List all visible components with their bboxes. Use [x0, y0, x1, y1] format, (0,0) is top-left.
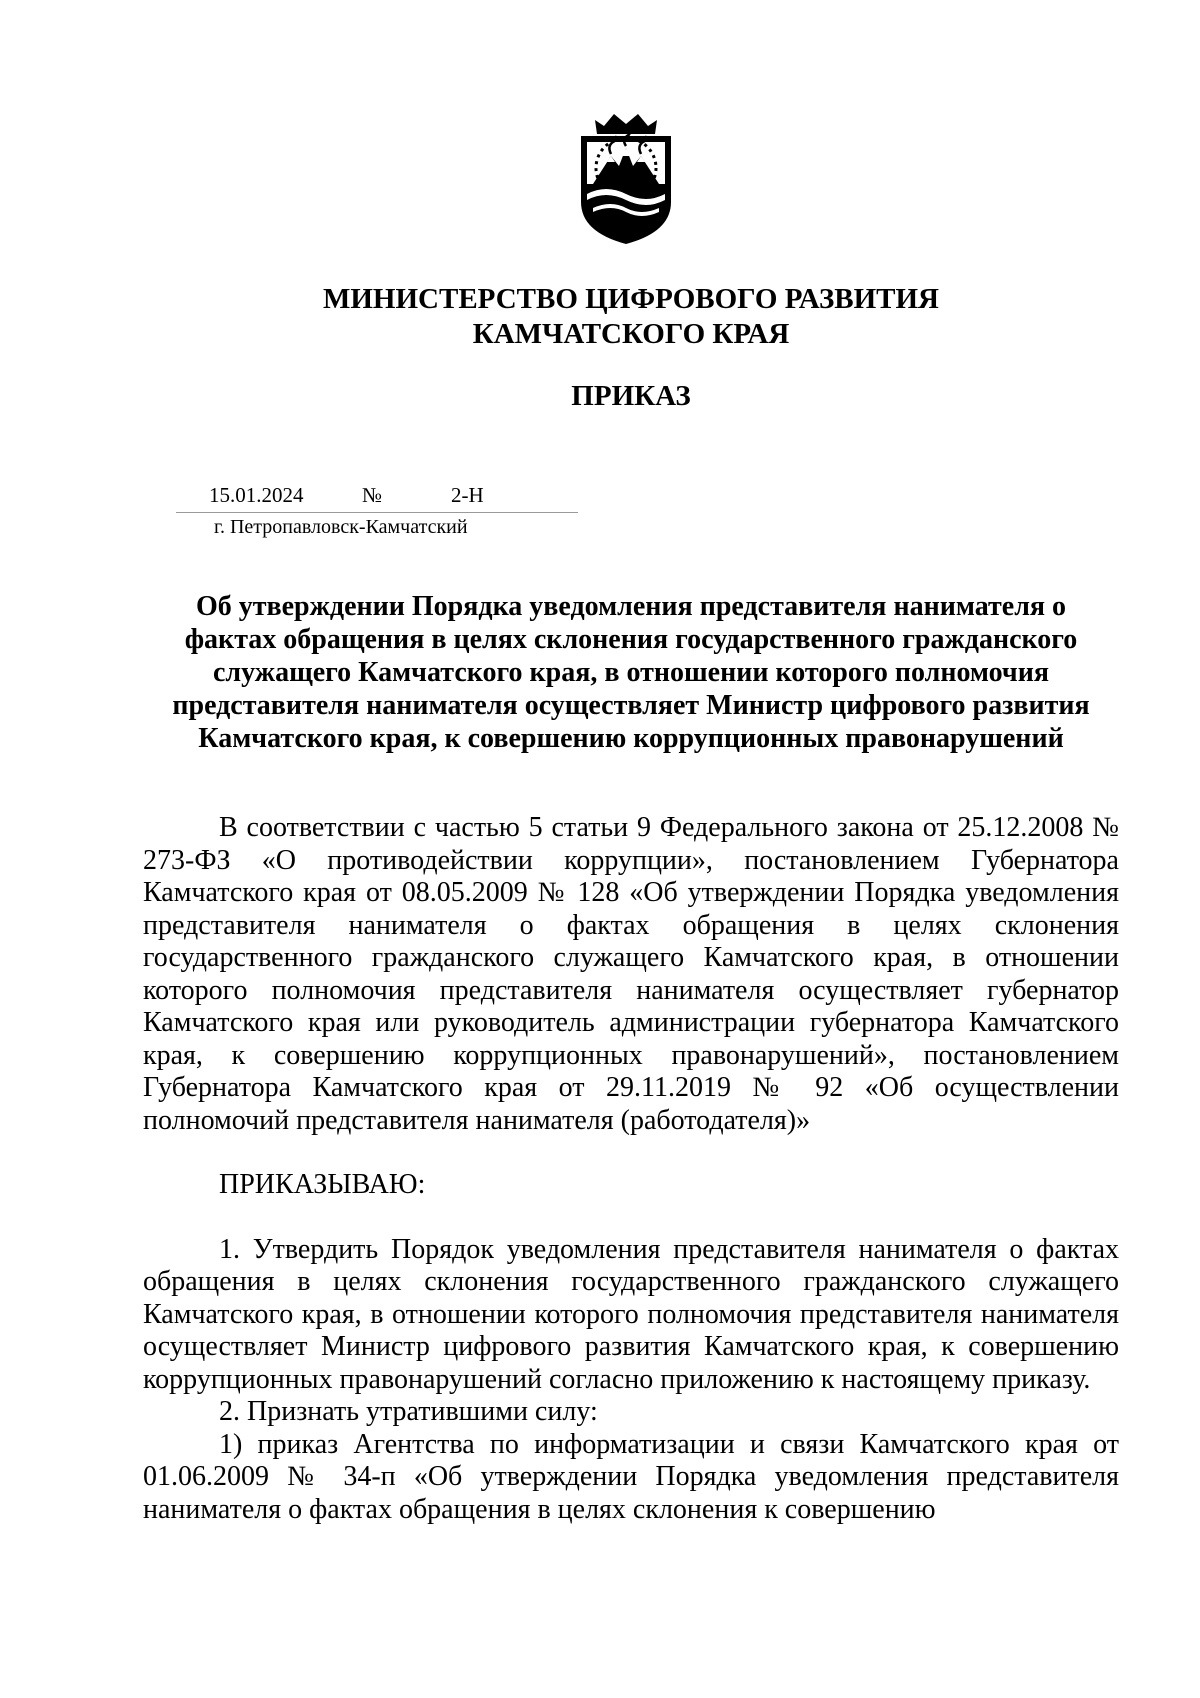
subject-line: фактах обращения в целях склонения государственного гражданского — [184, 624, 1078, 655]
item-1-paragraph: 1. Утвердить Порядок уведомления представителя нанимателя о фактах обращения в целях склонения государственного гражданского служащего Камчатского края, в отношении которого полномочия представителя нанимателя осуществляет Министр цифрового развития Камчатского края, к совершению коррупционных правонарушений согласно приложению к настоящему приказу. — [143, 1233, 1119, 1395]
ministry-name-line1: МИНИСТЕРСТВО ЦИФРОВОГО РАЗВИТИЯ — [322, 283, 939, 315]
document-city: г. Петропавловск-Камчатский — [214, 516, 468, 538]
document-meta-line — [176, 478, 578, 513]
kamchatka-coat-of-arms-icon — [571, 110, 681, 246]
document-subject — [143, 590, 1119, 755]
ministry-name-line2: КАМЧАТСКОГО КРАЯ — [472, 318, 790, 350]
document-body — [143, 812, 1119, 1526]
document-number: 2-Н — [451, 483, 484, 507]
item-2-1-paragraph: 1) приказ Агентства по информатизации и связи Камчатского края от 01.06.2009 № 34-п «Об утверждении Порядка уведомления представителя нанимателя о фактах обращения в целях склонения к совершению — [143, 1428, 1119, 1525]
document-type-title: ПРИКАЗ — [571, 380, 691, 412]
ministry-name — [0, 282, 1200, 352]
subject-line: Камчатского края, к совершению коррупционных правонарушений — [198, 723, 1064, 754]
document-number-sign: № — [362, 483, 383, 507]
item-2-paragraph: 2. Признать утратившими силу: — [219, 1396, 598, 1427]
document-date: 15.01.2024 — [209, 483, 304, 507]
preamble-paragraph: В соответствии с частью 5 статьи 9 Федерального закона от 25.12.2008 № 273-ФЗ «О противодействии коррупции», постановлением Губернатора Камчатского края от 08.05.2009 № 128 «Об утверждении Порядка уведомления представителя нанимателя о фактах обращения в целях склонения государственного гражданского служащего Камчатского края, в отношении которого полномочия представителя нанимателя осуществляет губернатор Камчатского края или руководитель администрации губернатора Камчатского края, к совершению коррупционных правонарушений», постановлением Губернатора Камчатского края от 29.11.2019 № 92 «Об осуществлении полномочий представителя нанимателя (работодателя)» — [143, 812, 1119, 1136]
subject-line: Об утверждении Порядка уведомления представителя нанимателя о — [195, 591, 1067, 622]
order-word: ПРИКАЗЫВАЮ: — [219, 1169, 426, 1200]
subject-line: представителя нанимателя осуществляет Министр цифрового развития — [172, 690, 1090, 721]
subject-line: служащего Камчатского края, в отношении которого полномочия — [213, 657, 1049, 688]
